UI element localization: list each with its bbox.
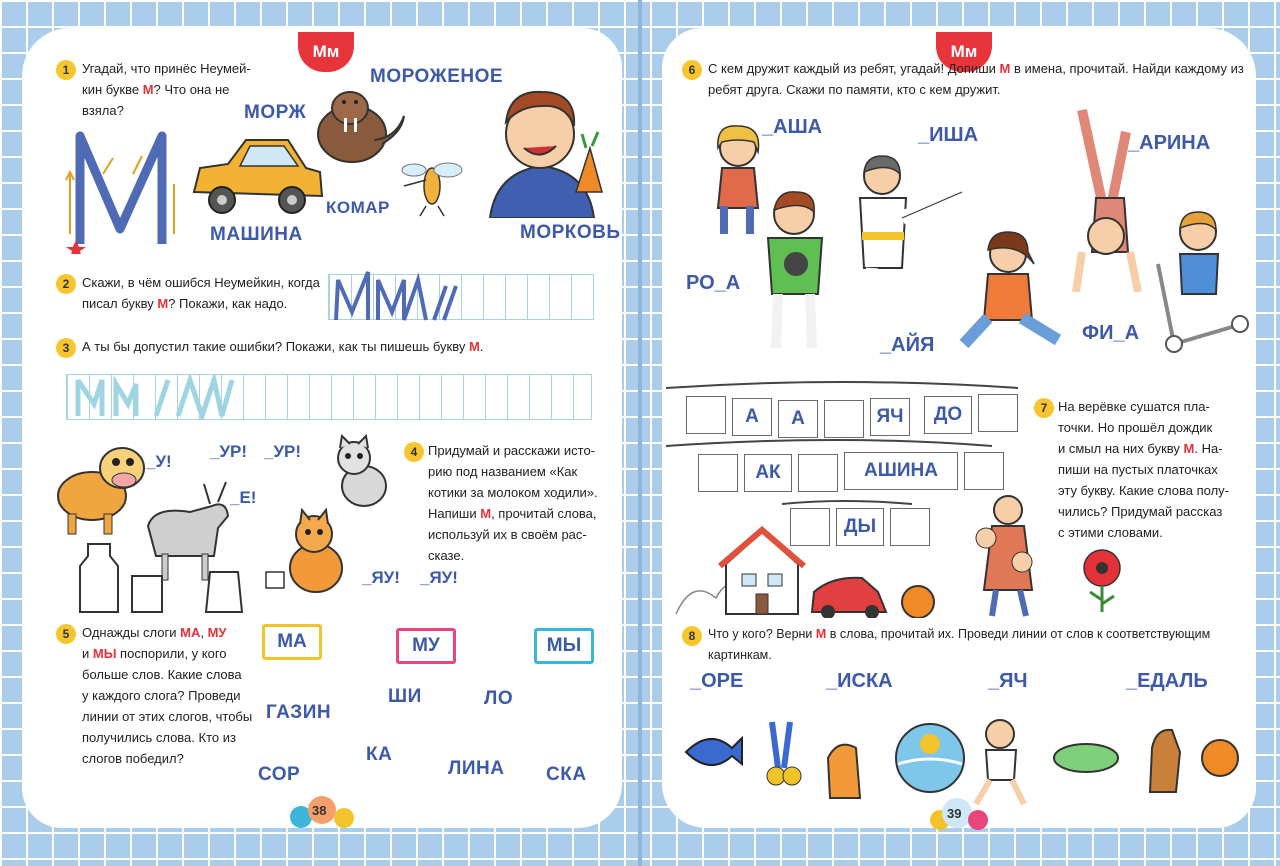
handkerchief: ДЫ — [836, 508, 884, 546]
task-number: 1 — [56, 60, 76, 80]
syllable-ending: ГАЗИН — [266, 702, 332, 723]
handkerchief: ЯЧ — [870, 398, 910, 436]
name-blank: РО_А — [686, 272, 741, 294]
task4-text: Придумай и расскажи исто- рию под названием «Как котики за молоком ходили». Напиши М, прочитай слова, используй их в своём рас- сказе. — [428, 443, 598, 563]
task-number: 3 — [56, 338, 76, 358]
syllable-ending: СОР — [258, 764, 301, 785]
word-blank: _ЯЧ — [988, 670, 1028, 692]
task8-text: Что у кого? Верни М в слова, прочитай их. Проведи линии от слов к соответствующим картинкам. — [708, 627, 1211, 662]
word-morozhenoe: МОРОЖЕНОЕ — [370, 66, 504, 87]
task3-text: А ты бы допустил такие ошибки? Покажи, как ты пишешь букву М. — [82, 339, 484, 354]
handkerchief: ДО — [924, 396, 972, 434]
name-blank: ФИ_А — [1082, 322, 1140, 344]
flower-illustration — [1072, 544, 1132, 614]
word-blank: _ОРЕ — [690, 670, 744, 692]
handkerchief-blank — [798, 454, 838, 492]
right-page — [662, 28, 1256, 828]
task-number: 4 — [404, 442, 424, 462]
example-letters — [72, 374, 252, 420]
syllable-ending: КА — [366, 744, 393, 765]
blank-word: _ЯУ! — [362, 568, 400, 587]
task1-text: Угадай, что принёс Неумей- кин букве М? Что она не взяла? — [82, 61, 251, 118]
syllable-card-my: МЫ — [534, 628, 594, 664]
word-mashina: МАШИНА — [210, 224, 303, 245]
syllable-card-ma: МА — [262, 624, 322, 660]
letter-m-tracing — [58, 124, 188, 254]
boy-scooter-illustration — [1152, 204, 1252, 354]
blank-word: _УР! — [264, 442, 302, 461]
boy-icecream-illustration — [480, 82, 610, 218]
word-blank: _ЕДАЛЬ — [1126, 670, 1208, 692]
handkerchief-blank — [686, 396, 726, 434]
handkerchief: А — [732, 398, 772, 436]
task-number: 2 — [56, 274, 76, 294]
name-blank: _АША — [762, 116, 823, 138]
handkerchief-blank — [698, 454, 738, 492]
handkerchief: АК — [744, 454, 792, 492]
book-spine — [638, 0, 642, 866]
page-number: 39 — [947, 806, 962, 821]
task2-text: Скажи, в чём ошибся Неумейкин, когда писал букву М? Покажи, как надо. — [82, 275, 320, 311]
word-komar: КОМАР — [326, 198, 390, 217]
mother-children-illustration — [962, 490, 1052, 618]
girl-sitting-illustration — [958, 224, 1068, 354]
task-number: 7 — [1034, 398, 1054, 418]
syllable-ending: ЛИНА — [448, 758, 505, 779]
task8-pictures — [680, 708, 1250, 808]
handkerchief-blank — [978, 394, 1018, 432]
boy-goalkeeper-illustration — [752, 188, 842, 358]
task-number: 5 — [56, 624, 76, 644]
milk-jugs-illustration — [70, 536, 250, 616]
task-number: 8 — [682, 626, 702, 646]
car-illustration — [188, 134, 326, 222]
page-number: 38 — [312, 803, 327, 818]
left-page — [22, 28, 622, 828]
blank-word: _У! — [146, 452, 172, 471]
word-morzh: МОРЖ — [244, 102, 307, 123]
blank-word: _УР! — [210, 442, 248, 461]
task7-text: На верёвке сушатся пла- точки. Но прошёл дождик и смыл на них букву М. На- пиши на пустых платочках эту букву. Какие слова полу- чились? Придумай рассказ с этими словами. — [1058, 399, 1230, 540]
wrong-letters — [330, 266, 470, 322]
word-blank: _ИСКА — [826, 670, 893, 692]
letter-tab: Мм — [936, 32, 992, 72]
boy-karate-illustration — [842, 148, 972, 328]
orange-cat-illustration — [262, 498, 362, 598]
walrus-illustration — [312, 82, 408, 168]
letter-tab: Мм — [298, 32, 354, 72]
decor-dot — [968, 810, 988, 830]
task5-text: Однажды слоги МА, МУ и МЫ поспорили, у кого больше слов. Какие слова у каждого слога? Проведи линии от этих слогов, чтобы получились слова. Кто из слогов победил? — [82, 625, 253, 766]
syllable-ending: ШИ — [388, 686, 422, 707]
handkerchief-blank — [964, 452, 1004, 490]
name-blank: _АРИНА — [1128, 132, 1211, 154]
decor-dot — [334, 808, 354, 828]
handkerchief-blank — [824, 400, 864, 438]
name-blank: _АЙЯ — [880, 334, 935, 356]
syllable-ending: ЛО — [484, 688, 514, 709]
word-morkov: МОРКОВЬ — [520, 222, 621, 243]
blank-word: _Е! — [230, 488, 257, 507]
handkerchief: А — [778, 400, 818, 438]
name-blank: _ИША — [918, 124, 979, 146]
syllable-ending: СКА — [546, 764, 587, 785]
handkerchief: АШИНА — [844, 452, 958, 490]
task6-text: С кем дружит каждый из ребят, угадай! Допиши М в имена, прочитай. Найди каждому из ребят друга. Скажи по памяти, кто с кем дружит. — [708, 61, 1244, 97]
task-number: 6 — [682, 60, 702, 80]
blank-word: _ЯУ! — [420, 568, 458, 587]
syllable-card-mu: МУ — [396, 628, 456, 664]
mosquito-illustration — [396, 146, 468, 218]
